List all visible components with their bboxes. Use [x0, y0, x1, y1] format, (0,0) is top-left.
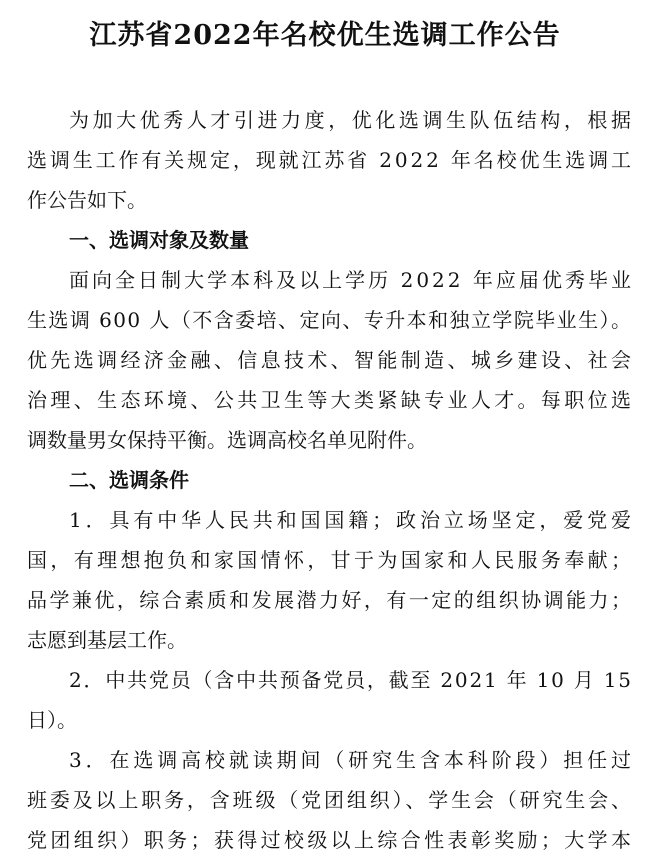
paragraph-line: 作公告如下。	[27, 188, 147, 212]
paragraph-line: 面向全日制大学本科及以上学历 2022 年应届优秀毕业	[69, 268, 635, 292]
paragraph-line: 日）。	[27, 708, 77, 732]
page-title: 江苏省2022年名校优生选调工作公告	[89, 20, 561, 51]
paragraph-line: 2．中共党员（含中共预备党员，截至 2021 年 10 月 15	[69, 668, 633, 692]
paragraph-line: 调数量男女保持平衡。选调高校名单见附件。	[27, 428, 427, 452]
paragraph-line: 为加大优秀人才引进力度，优化选调生队伍结构，根据	[69, 108, 635, 132]
section-heading: 二、选调条件	[69, 468, 189, 492]
paragraph-line: 志愿到基层工作。	[27, 628, 187, 652]
paragraph-line: 治理、生态环境、公共卫生等大类紧缺专业人才。每职位选	[27, 388, 635, 412]
paragraph-line: 选调生工作有关规定，现就江苏省 2022 年名校优生选调工	[27, 148, 634, 172]
section-heading: 一、选调对象及数量	[69, 228, 249, 252]
paragraph-line: 品学兼优，综合素质和发展潜力好，有一定的组织协调能力；	[27, 588, 634, 612]
paragraph-line: 党团组织）职务；获得过校级以上综合性表彰奖励；大学本	[27, 828, 635, 852]
paragraph-line: 3．在选调高校就读期间（研究生含本科阶段）担任过	[69, 748, 635, 772]
paragraph-line: 优先选调经济金融、信息技术、智能制造、城乡建设、社会	[27, 348, 635, 372]
paragraph-line: 国，有理想抱负和家国情怀，甘于为国家和人民服务奉献；	[27, 548, 635, 572]
paragraph-line: 1．具有中华人民共和国国籍；政治立场坚定，爱党爱	[69, 508, 635, 532]
paragraph-line: 生选调 600 人（不含委培、定向、专升本和独立学院毕业生）。	[27, 308, 633, 332]
paragraph-line: 班委及以上职务，含班级（党团组织）、学生会（研究生会、	[27, 788, 634, 812]
